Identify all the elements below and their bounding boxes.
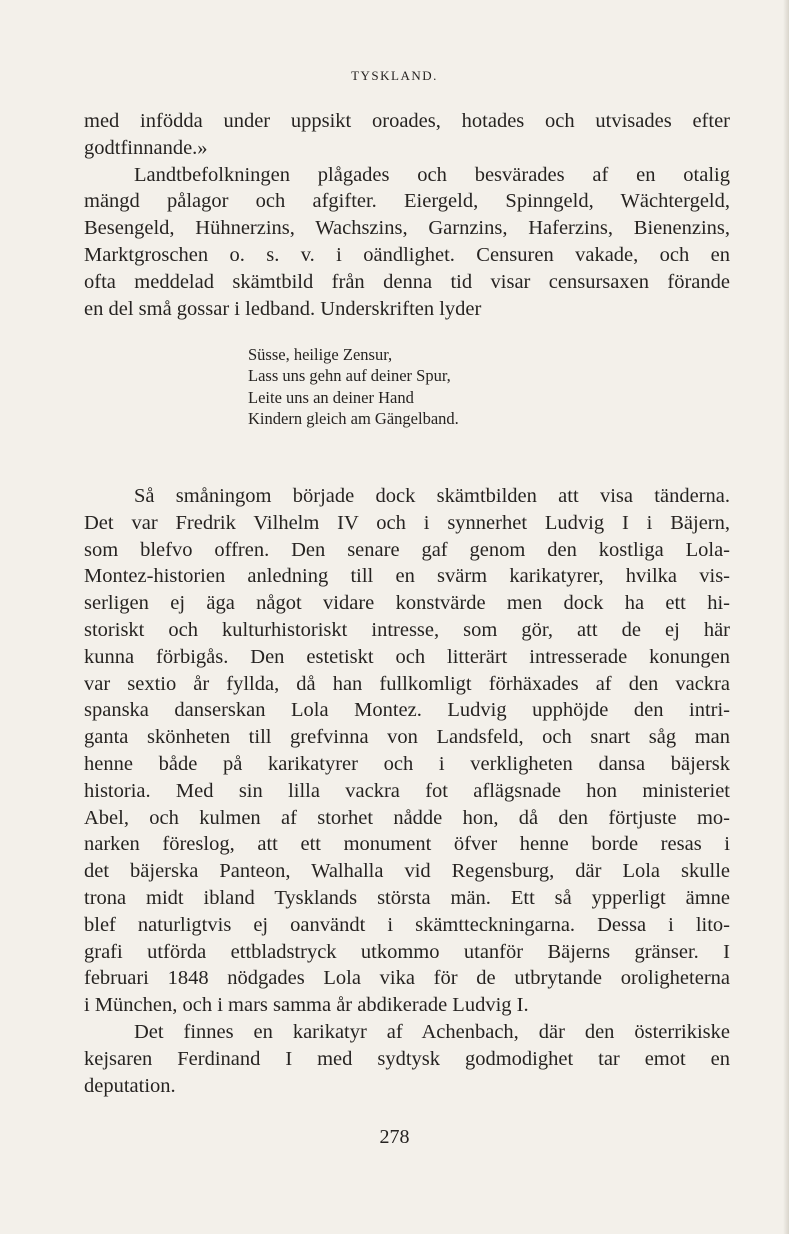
text-line: grafi utförda ettbladstryck utkommo utanför Bäjerns gränser. I — [84, 940, 730, 963]
text-line: Besengeld, Hühnerzins, Wachszins, Garnzins, Haferzins, Bienenzins, — [84, 217, 730, 240]
text-line: mängd pålagor och afgifter. Eiergeld, Spinngeld, Wächtergeld, — [84, 190, 730, 213]
text-line: Abel, och kulmen af storhet nådde hon, då den förtjuste mo- — [84, 806, 730, 829]
poem-line: Süsse, heilige Zensur, — [248, 345, 393, 364]
text-line: henne både på karikatyrer och i verkligheten dansa bäjersk — [84, 752, 730, 775]
body-text-top — [84, 108, 730, 322]
text-line: deputation. — [84, 1074, 176, 1097]
text-line: var sextio år fyllda, då han fullkomligt förhäxades af den vackra — [84, 672, 730, 695]
text-line: historia. Med sin lilla vackra fot aflägsnade hon ministeriet — [84, 779, 730, 802]
poem-quote — [248, 344, 459, 429]
text-line: i München, och i mars samma år abdikerade Ludvig I. — [84, 994, 529, 1017]
paragraph — [84, 1019, 730, 1099]
text-line: februari 1848 nödgades Lola vika för de utbrytande oroligheterna — [84, 967, 730, 990]
text-line: serligen ej äga något vidare konstvärde men dock ha ett hi- — [84, 592, 730, 615]
text-line: blef naturligtvis ej oanvändt i skämtteckningarna. Dessa i lito- — [84, 913, 730, 936]
text-line: kunna förbigås. Den estetiskt och litterärt intresserade konungen — [84, 645, 730, 668]
text-line: Det finnes en karikatyr af Achenbach, där den österrikiske — [134, 1020, 730, 1043]
page-edge — [783, 0, 789, 1234]
text-line: narken föreslog, att ett monument öfver henne borde resas i — [84, 833, 730, 856]
page-number: 278 — [379, 1126, 410, 1148]
text-line: godtfinnande.» — [84, 136, 208, 159]
text-line: med infödda under uppsikt oroades, hotades och utvisades efter — [84, 110, 730, 132]
text-line: trona midt ibland Tysklands största män. Ett så ypperligt ämne — [84, 886, 730, 909]
text-line: det bäjerska Panteon, Walhalla vid Regensburg, där Lola skulle — [84, 860, 730, 883]
poem-line: Kindern gleich am Gängelband. — [248, 408, 459, 428]
text-line: som blefvo offren. Den senare gaf genom den kostliga Lola- — [84, 538, 730, 561]
text-line: Det var Fredrik Vilhelm IV och i synnerhet Ludvig I i Bäjern, — [84, 511, 730, 534]
text-line: ganta skönheten till grefvinna von Landsfeld, och snart såg man — [84, 726, 730, 749]
text-line: Så småningom började dock skämtbilden att visa tänderna. — [134, 485, 730, 507]
text-line: kejsaren Ferdinand I med sydtysk godmodighet tar emot en — [84, 1047, 730, 1070]
paragraph — [84, 162, 730, 323]
text-line: Montez-historien anledning till en svärm karikatyrer, hvilka vis- — [84, 565, 730, 588]
body-text-bottom — [84, 483, 730, 1099]
text-line: Marktgroschen o. s. v. i oändlighet. Censuren vakade, och en — [84, 243, 730, 266]
text-line: en del små gossar i ledband. Underskriften lyder — [84, 297, 482, 320]
text-line: Landtbefolkningen plågades och besvärades af en otalig — [134, 163, 730, 186]
paragraph — [84, 108, 730, 162]
paragraph — [84, 483, 730, 1019]
poem-line: Lass uns gehn auf deiner Spur, — [248, 366, 451, 386]
running-head: TYSKLAND. — [351, 68, 438, 83]
text-line: ofta meddelad skämtbild från denna tid visar censursaxen förande — [84, 270, 730, 293]
text-line: spanska danserskan Lola Montez. Ludvig upphöjde den intri- — [84, 699, 730, 722]
poem-line: Leite uns an deiner Hand — [248, 387, 414, 407]
text-line: storiskt och kulturhistoriskt intresse, som gör, att de ej här — [84, 618, 730, 641]
